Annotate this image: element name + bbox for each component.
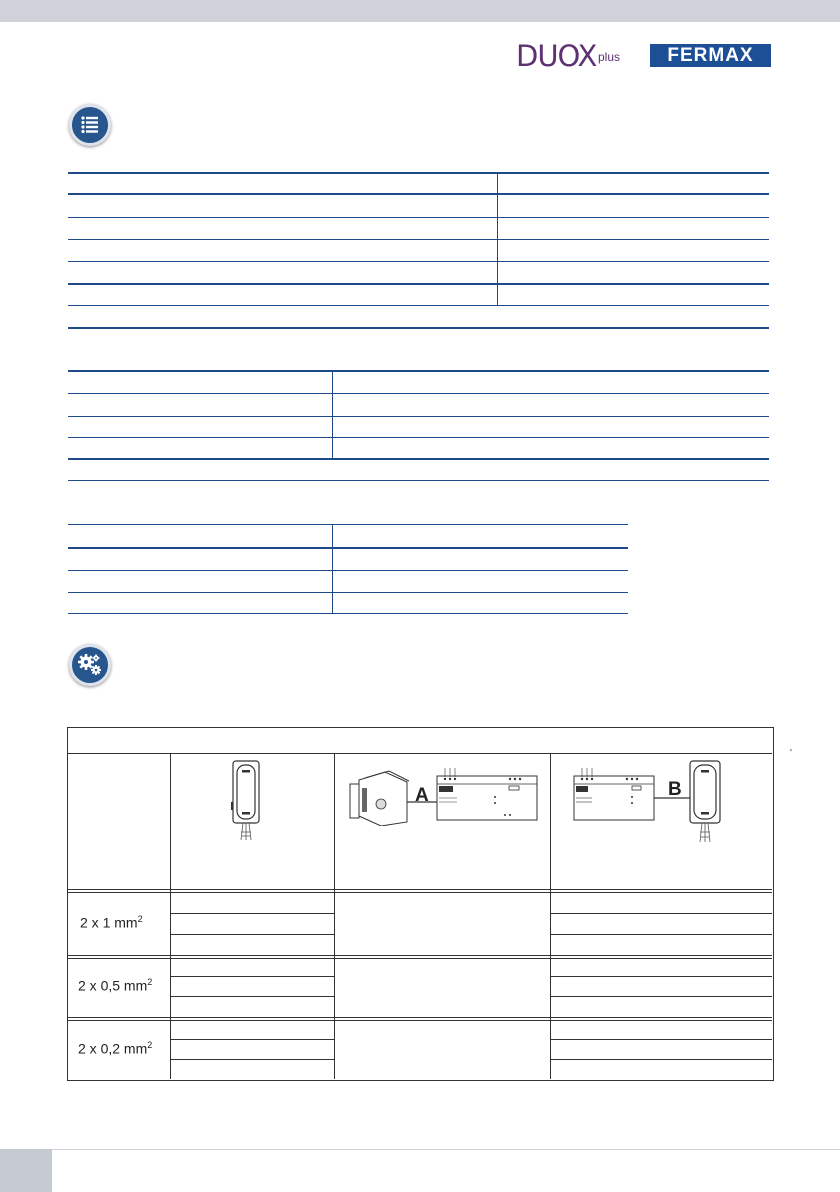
wire-section-1-sup: 2 [137,914,143,924]
duox-plus-logo [512,38,627,76]
wire-section-3-text: 2 x 0,2 mm [78,1040,148,1057]
settings-gears-icon [69,644,111,686]
handset-illustration [226,760,266,842]
connection-a-label: A [415,785,429,806]
top-bar [0,0,840,22]
connection-b-label: B [668,779,682,800]
panel-supply-illustration [345,764,545,826]
duox-logo-text: DUOX [516,39,597,73]
wire-section-1-text: 2 x 1 mm [80,914,138,931]
page-number-box [0,1149,52,1192]
margin-mark: ' [790,748,792,759]
fermax-logo: FERMAX [650,44,771,67]
supply-handset-illustration [572,760,742,844]
wire-section-label-3 [78,1040,152,1057]
footer-line [0,1149,840,1150]
wire-section-3-sup: 2 [147,1040,153,1050]
wire-section-2-sup: 2 [147,977,153,987]
wire-section-2-text: 2 x 0,5 mm [78,977,148,994]
spec-table-1 [68,172,769,332]
list-icon [69,104,111,146]
wire-section-label-1 [80,914,143,931]
spec-table-3 [68,524,628,616]
spec-table-2 [68,370,769,485]
wire-section-label-2 [78,977,152,994]
duox-logo-plus: plus [598,50,621,64]
